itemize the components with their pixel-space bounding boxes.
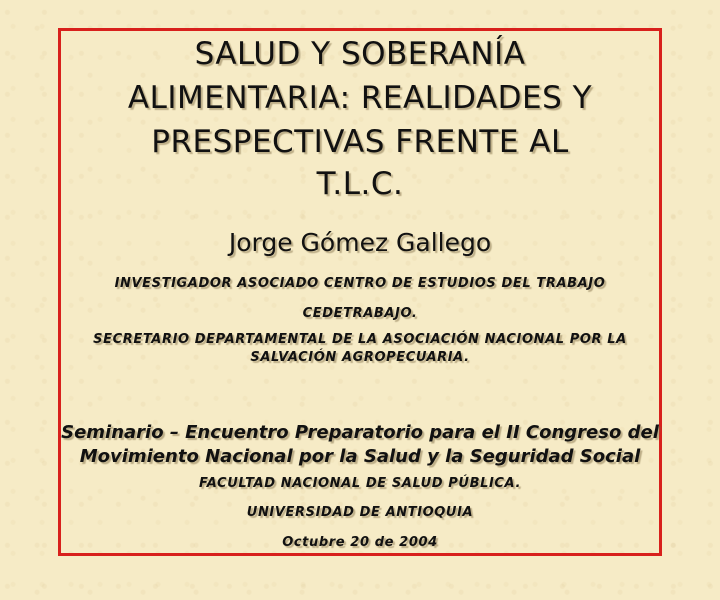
- author-name: Jorge Gómez Gallego: [228, 228, 492, 257]
- faculty-name: FACULTAD NACIONAL DE SALUD PÚBLICA.: [198, 476, 521, 491]
- presentation-date: Octubre 20 de 2004: [282, 535, 438, 550]
- title-line-2: ALIMENTARIA: REALIDADES Y: [127, 80, 593, 116]
- seminar-line-2: Movimiento Nacional por la Salud y la Seguridad Social: [79, 446, 641, 467]
- title-line-1: SALUD Y SOBERANÍA: [194, 36, 526, 72]
- role-line-2: SALVACIÓN AGROPECUARIA.: [250, 350, 470, 365]
- role-line-1: SECRETARIO DEPARTAMENTAL DE LA ASOCIACIÓN NACIONAL POR LA: [93, 332, 627, 347]
- seminar-line-1: Seminario – Encuentro Preparatorio para el II Congreso del: [61, 422, 659, 443]
- affiliation-line-1: INVESTIGADOR ASOCIADO CENTRO DE ESTUDIOS DEL TRABAJO: [114, 276, 606, 291]
- title-line-4: T.L.C.: [316, 166, 404, 202]
- university-name: UNIVERSIDAD DE ANTIOQUIA: [246, 505, 474, 520]
- affiliation-line-2: CEDETRABAJO.: [302, 306, 418, 321]
- title-line-3: PRESPECTIVAS FRENTE AL: [151, 124, 569, 160]
